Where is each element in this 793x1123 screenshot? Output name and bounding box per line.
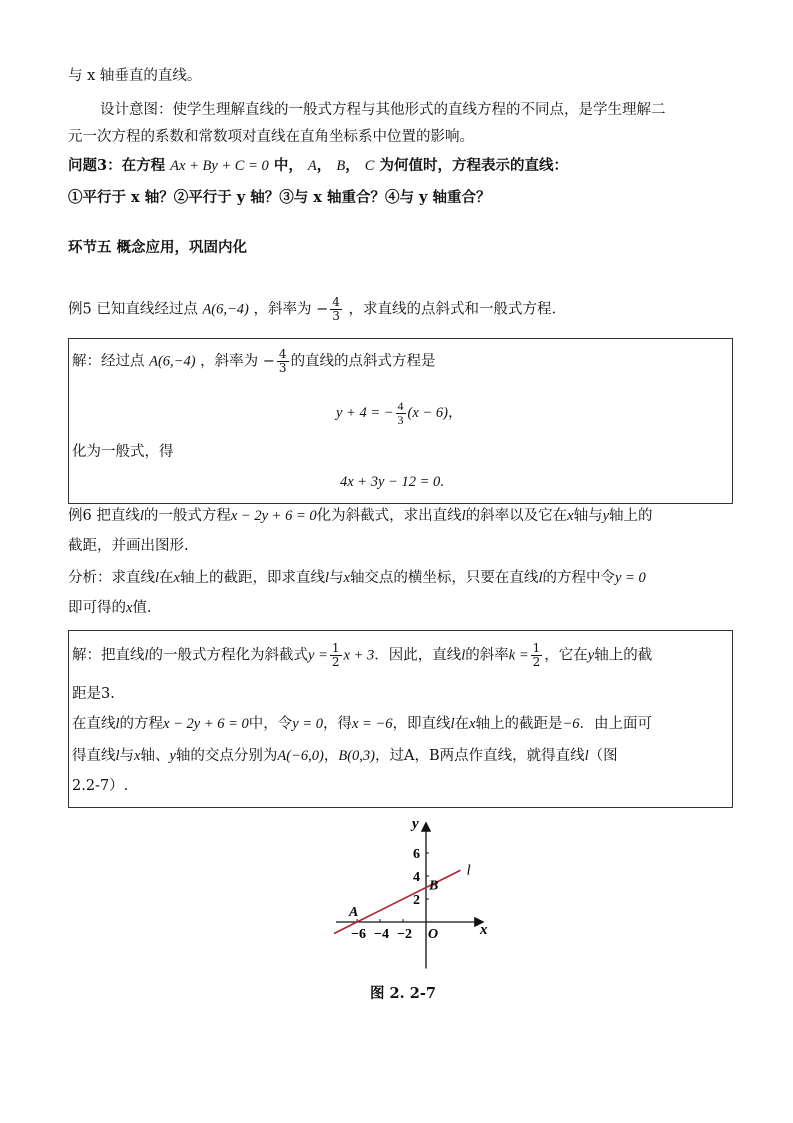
an-y-zero: y = 0 [614,570,646,586]
s6-x-plus: x + 3 [343,647,375,664]
t-text-8: ，即直线 [392,716,451,732]
u-text-8: ，过A，B两点作直线，就得直线 [374,748,585,764]
u-y: y [169,748,176,764]
y-tick-label: 2 [413,893,420,908]
s6-text-6: 的斜率 [465,647,509,664]
ex5-num: 4 [332,295,340,309]
q3-a: A [307,158,317,174]
ex6-text-b: 的一般式方程 [143,508,231,524]
s6-l-1: l [144,647,149,664]
an-text-3: 轴上的截距，即求直线 [179,570,325,586]
sol6-line-2: 距是3. [72,686,115,702]
ex5-text-3: ，求直线的点斜式和一般式方程. [348,301,557,318]
an-x-1: x [173,570,180,586]
an-text-2: 在 [159,570,174,586]
point-b-label: B [429,878,439,894]
ex6-text-c: 化为斜截式，求出直线 [316,508,462,524]
design-intent-cont: 元一次方程的系数和常数项对直线在直角坐标系中位置的影响。 [68,129,474,145]
sol5-eq2-end: . [440,474,444,490]
an-text-4: 与 [329,570,344,586]
sol5-line-1 [72,348,436,375]
sol5-den: 3 [278,361,287,375]
sol5-line-3: 化为一般式，得 [72,444,174,460]
origin-label: O [428,927,439,942]
s6-num-1: 1 [331,641,340,655]
s6-den-2: 2 [532,655,541,669]
s6-text-5: ．因此，直线 [374,647,462,664]
an-text-8: 即可得的 [68,600,126,616]
example-6-cont: 截距，并画出图形. [68,538,189,554]
u-text-4: 轴的交点分别为 [175,748,278,764]
s6-fraction-2 [531,642,543,669]
s6-k-eq: k = [508,647,529,664]
question-3-options: ①平行于 x 轴？②平行于 y 轴？③与 x 轴重合？④与 y 轴重合？ [68,189,491,206]
sol5-text-1: 解：经过点 [72,353,145,370]
sol5-eq1-left: y + 4 = − [336,404,394,421]
ex5-fraction [330,296,342,323]
example-6 [68,506,653,526]
an-x-3: x [126,600,133,616]
ex6-text-f: 轴上的 [609,508,653,524]
q3-b: B [336,158,346,174]
u-text-9: （图 [588,748,618,764]
question-3: 问题3：在方程 Ax + By + C = 0 中， A， B， C 为何值时，方程表示的直线： [68,157,568,174]
example-5 [68,296,556,323]
an-text-6: 的方程中令 [542,570,615,586]
u-text-1: 得直线 [72,748,116,764]
ex5-minus: − [316,301,329,318]
s6-num-2: 1 [532,641,541,655]
t-text-6: ，得 [323,716,352,732]
section-title: 环节五 概念应用，巩固内化 [68,239,248,256]
line-l-label: l [466,862,471,879]
u-point-a: A(−6,0) [277,748,324,764]
t-text-12: ．由上面可 [579,716,653,732]
ex5-point: A(6,−4) [202,301,249,318]
t-text-9: 在 [454,716,470,732]
sol5-minus: − [262,353,275,370]
ex6-text-e: 轴与 [573,508,603,524]
t-l-1: l [115,716,120,732]
q3-tail: 为何值时，方程表示的直线： [379,157,568,174]
t-x: x [469,716,476,732]
s6-y: y [587,647,595,664]
sol6-line-3 [72,714,652,734]
ex5-text-1: 例5 已知直线经过点 [68,301,198,318]
x-tick-label: −2 [397,927,412,942]
t-text-4: 中，令 [248,716,293,732]
u-text-2: 与 [119,748,135,764]
s6-y-eq: y = [308,647,328,664]
figure-2-2-7 [300,808,520,978]
sol6-line-5: 2.2-7）. [72,778,129,794]
s6-fraction-1 [330,642,342,669]
x-tick-label: −4 [374,927,389,942]
s6-l-2: l [461,647,466,664]
t-y-zero: y = 0 [292,716,323,732]
y-tick-label: 4 [413,870,420,885]
t-text-2: 的方程 [119,716,164,732]
sol5-eq1-right: (x − 6) [407,404,448,421]
u-text-6: ， [323,748,339,764]
t-equation: x − 2y + 6 = 0 [163,716,249,732]
an-l-3: l [538,570,543,586]
an-text-1: 分析：求直线 [68,570,155,586]
sol5-eq1-fraction [396,400,406,427]
ex6-equation: x − 2y + 6 = 0 [230,508,317,524]
sol5-point: A(6,−4) [149,353,196,370]
s6-den-1: 2 [331,655,340,669]
an-l-2: l [324,570,329,586]
ex6-text-a: 例6 把直线 [68,508,140,524]
sol6-line-1 [72,642,652,669]
sol5-equation-2 [340,472,444,492]
an-l-1: l [155,570,160,586]
s6-text-1: 解：把直线 [72,647,145,664]
design-intent: 设计意图：使学生理解直线的一般式方程与其他形式的直线方程的不同点，是学生理解二 [100,102,666,118]
s6-text-8: ，它在 [544,647,588,664]
sol5-eq1-den: 3 [397,413,404,427]
u-x: x [134,748,141,764]
ex6-l: l [139,508,144,524]
an-text-9: 值. [132,600,152,616]
ex5-den: 3 [332,309,340,323]
t-text-1: 在直线 [72,716,116,732]
u-point-b: B(0,3) [338,748,375,764]
ex6-l-2: l [461,508,466,524]
q3-label: 问题3：在方程 [68,157,166,174]
t-x-value: x = −6 [352,716,393,732]
u-l-1: l [115,748,120,764]
y-axis-label: y [412,816,419,832]
ex6-text-d: 的斜率以及它在 [465,508,568,524]
q3-mid: 中， [273,157,303,174]
t-l-2: l [450,716,455,732]
an-text-5: 轴交点的横坐标，只要在直线 [349,570,539,586]
sol5-eq1-num: 4 [397,399,404,413]
t-text-10: 轴上的截距是 [475,716,563,732]
sol5-eq1-end: ， [447,404,463,421]
q3-equation: Ax + By + C = 0 [170,158,269,174]
t-intercept: −6 [562,716,580,732]
ex5-text-2: ，斜率为 [253,301,312,318]
sol5-text-3: 的直线的点斜式方程是 [290,353,436,370]
sol5-fraction [277,348,289,375]
ex6-x: x [567,508,574,524]
u-text-3: 轴、 [140,748,170,764]
sol6-line-4 [72,746,618,766]
point-a-label: A [349,905,359,920]
figure-caption: 图 2. 2-7 [370,985,436,1002]
sol5-eq2: 4x + 3y − 12 = 0 [340,474,441,490]
sol5-text-2: ，斜率为 [200,353,259,370]
sol5-equation-1 [336,400,462,427]
analysis-line-1 [68,568,646,588]
u-l-2: l [584,748,589,764]
s6-text-9: 轴上的截 [594,647,653,664]
intro-line: 与 x 轴垂直的直线。 [68,68,202,84]
analysis-line-2 [68,598,152,618]
ex6-y: y [602,508,610,524]
x-tick-label: −6 [351,927,366,942]
sol5-num: 4 [278,347,287,361]
line-l [334,870,461,933]
an-x-2: x [343,570,350,586]
s6-text-2: 的一般式方程化为斜截式 [148,647,309,664]
y-tick-label: 6 [413,847,420,862]
x-axis-label: x [480,922,488,938]
q3-c: C [364,158,375,174]
